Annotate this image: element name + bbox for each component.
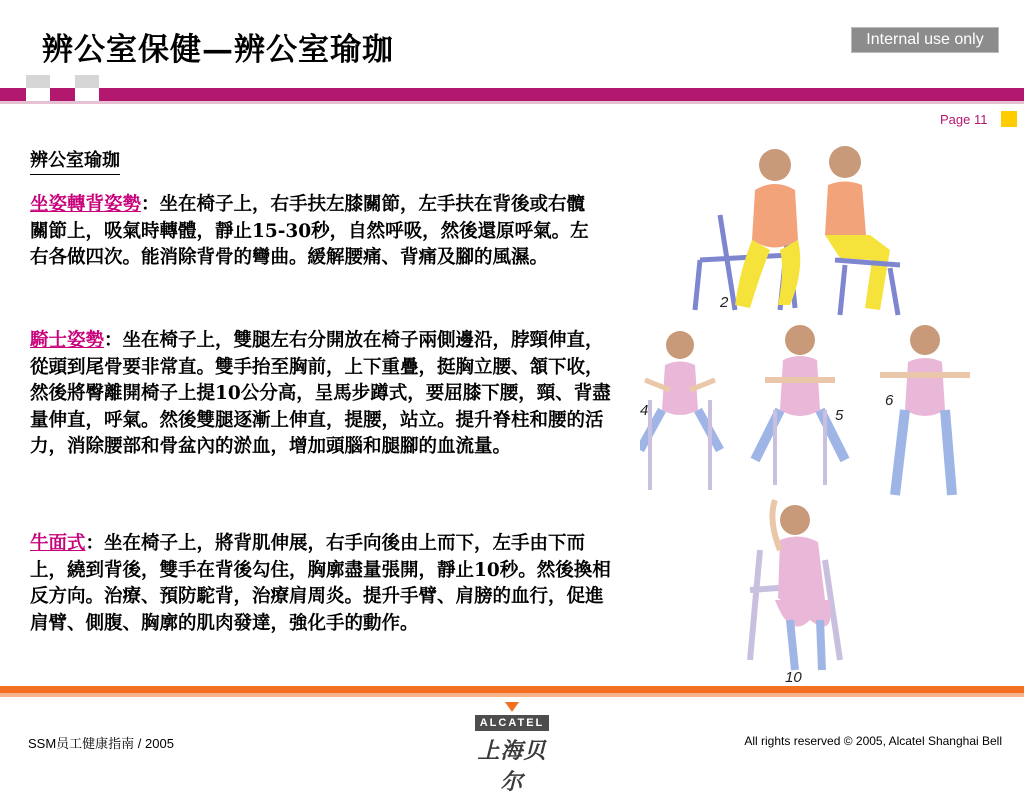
pose-text: ：坐在椅子上，將背肌伸展，右手向後由上而下，左手由下而上，繞到背後，雙手在背後勾住，胸廓盡量張開，靜止10秒。然後換相反方向。治療、預防駝背，治療肩周炎。提升手臂、肩膀的血行，促進肩臂、側腹、胸廓的肌肉發達，強化手的動作。	[30, 533, 611, 634]
figure-10	[750, 500, 840, 685]
internal-use-badge: Internal use only	[851, 27, 999, 53]
figure-2	[695, 146, 900, 315]
footer-left-text: SSM员工健康指南 / 2005	[28, 736, 174, 751]
figure-4	[640, 331, 720, 490]
footer-band	[0, 686, 1024, 693]
header-band	[0, 88, 1024, 101]
paragraph-knight-pose	[30, 328, 615, 461]
header-band-shadow	[0, 101, 1024, 104]
page-square	[1001, 111, 1017, 127]
figure-6	[880, 325, 970, 495]
page-title: 辨公室保健—辨公室瑜珈	[42, 32, 394, 68]
figure-5	[755, 325, 845, 485]
yoga-illustration	[640, 140, 980, 685]
page-number: Page 11	[940, 112, 988, 127]
figure-number: 2	[720, 294, 729, 311]
logo-chinese: 上海贝尔	[477, 738, 547, 795]
decor-square-gap	[26, 88, 50, 101]
footer-band-shadow	[0, 693, 1024, 697]
logo-brand: ALCATEL	[475, 715, 549, 731]
figure-number: 10	[785, 669, 802, 685]
figure-number: 6	[885, 392, 894, 409]
pose-heading: 騎士姿勢	[30, 330, 105, 351]
decor-square-gap	[75, 88, 99, 101]
footer-copyright: All rights reserved © 2005, Alcatel Shanghai Bell	[744, 734, 1002, 748]
section-subheading: 辨公室瑜珈	[30, 146, 120, 175]
pose-heading: 牛面式	[30, 533, 86, 554]
paragraph-cow-face-pose	[30, 531, 615, 637]
pose-text: ：坐在椅子上，右手扶左膝關節，左手扶在背後或右髖關節上，吸氣時轉體，靜止15-30秒，自然呼吸，然後還原呼氣。左右各做四次。能消除背骨的彎曲。緩解腰痛、背痛及腳的風濕。	[30, 194, 589, 268]
paragraph-twist-pose	[30, 192, 600, 272]
pose-heading: 坐姿轉背姿勢	[30, 194, 142, 215]
pose-text: ：坐在椅子上，雙腿左右分開放在椅子兩側邊沿，脖頸伸直，從頭到尾骨要非常直。雙手抬至胸前，上下重疊，挺胸立腰、頷下收，然後將臀離開椅子上提10公分高，呈馬步蹲式，要屈膝下腰，頸、背盡量伸直，呼氣。然後雙腿逐漸上伸直，提腰，站立。提升脊柱和腰的活力，消除腰部和骨盆內的淤血，增加頭腦和腿腳的血流量。	[30, 330, 611, 457]
figure-number: 4	[640, 402, 649, 419]
figure-number: 5	[835, 407, 844, 424]
